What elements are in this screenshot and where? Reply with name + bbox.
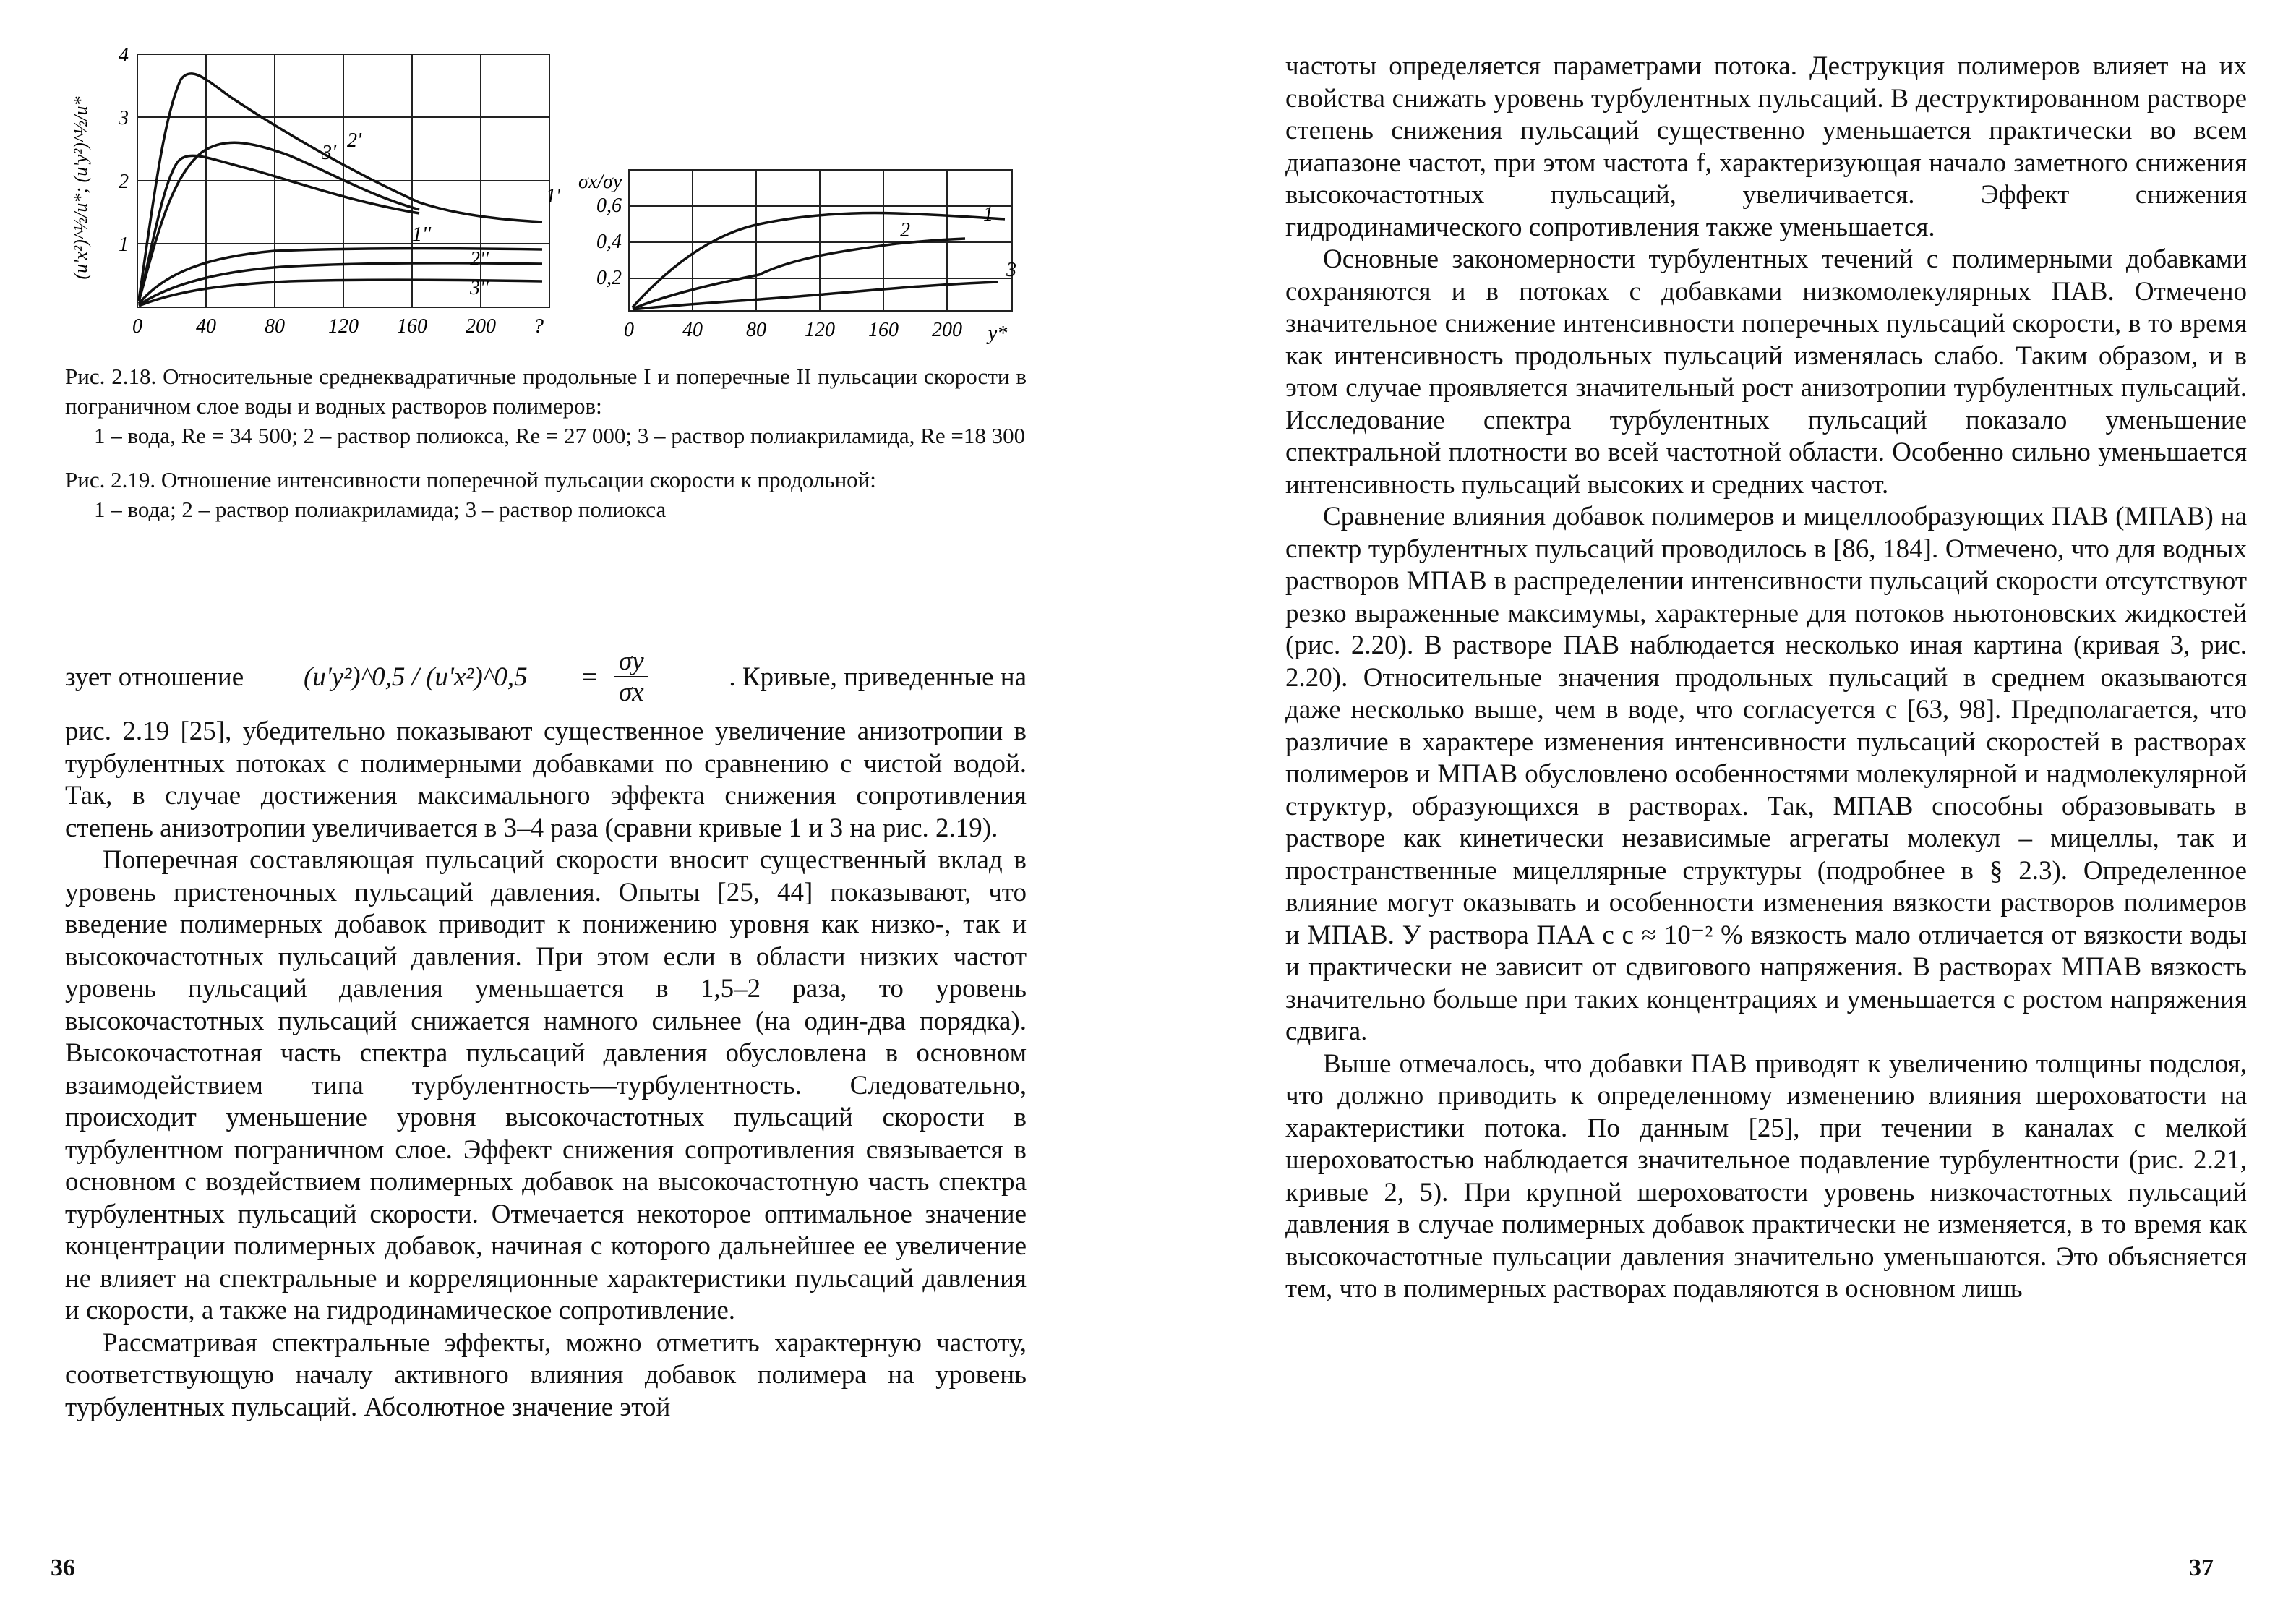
caption-2-19: Рис. 2.19. Отношение интенсивности поперечной пульсации скорости к продольной: xyxy=(65,467,876,492)
x-tick: 80 xyxy=(265,315,285,338)
page-number: 37 xyxy=(2189,1554,2214,1581)
page-number: 36 xyxy=(51,1554,75,1581)
right-body-text xyxy=(1285,51,2247,1306)
x-axis-label: y* xyxy=(988,322,1008,345)
caption-2-18: Рис. 2.18. Относительные среднеквадратичные продольные I и поперечные II пульсации скорости в пограничном слое воды и водных растворов полимеров: xyxy=(65,364,1027,419)
formula-fraction xyxy=(614,647,648,708)
y-axis-label: σx/σy xyxy=(578,171,622,193)
formula-lead: зует отношение xyxy=(65,662,244,692)
curve-label: 1 xyxy=(983,203,993,226)
curve-label: 3' xyxy=(322,142,336,164)
x-tick: 200 xyxy=(932,319,962,341)
curve-2 xyxy=(633,239,965,309)
x-tick: ? xyxy=(534,315,544,338)
curve-1 xyxy=(633,213,1005,307)
curve-label: 2 xyxy=(900,219,910,241)
left-body-text xyxy=(65,716,1027,1424)
y-tick: 1 xyxy=(119,234,129,256)
x-tick: 120 xyxy=(805,319,835,341)
x-tick: 0 xyxy=(132,315,142,338)
figure-2-19 xyxy=(564,155,1027,351)
caption-2-18-legend: 1 – вода, Re = 34 500; 2 – раствор полиокса, Re = 27 000; 3 – раствор полиакриламида, Re =18 300 xyxy=(94,423,1026,448)
x-tick: 120 xyxy=(328,315,359,338)
figure-2-18 xyxy=(43,40,564,351)
x-tick: 0 xyxy=(624,319,634,341)
x-tick: 80 xyxy=(746,319,766,341)
y-tick: 3 xyxy=(119,107,129,129)
y-tick: 0,4 xyxy=(596,231,622,253)
formula-eq: = xyxy=(582,662,597,692)
formula-num: σy xyxy=(614,647,648,677)
paragraph: Сравнение влияния добавок полимеров и мицеллообразующих ПАВ (МПАВ) на спектр турбулентных пульсаций проводилось в [86, 184]. Отмечено, что для водных растворов МПАВ в распределении интенсивности пульсаций скорости отсутствуют резко выраженные максимумы, характерные для потоков ньютоновских жидкостей (рис. 2.20). В растворе ПАВ наблюдается несколько иная картина (кривая 3, рис. 2.20). Относительные значения продольных пульсаций в среднем оказываются даже несколько выше, чем в воде, что согласуется с [63, 98]. Предполагается, что различие в характере изменения интенсивности пульсаций скоростей в растворах полимеров и МПАВ обусловлено особенностями молекулярной и надмолекулярной структур, образующихся в растворах. Так, МПАВ способны образовывать в растворе как кинетически независимые агрегаты молекул – мицеллы, так и пространственные мицеллярные структуры (подробнее в § 2.3). Определенное влияние могут оказывать и особенности изменения вязкости растворов полимеров и МПАВ. У раствора ПАА с c ≈ 10⁻² % вязкость мало отличается от вязкости воды и практически не зависит от сдвигового напряжения. В растворах МПАВ вязкость значительно больше при таких концентрациях и уменьшается с ростом напряжения сдвига. xyxy=(1285,502,2247,1046)
curve-label: 3'' xyxy=(470,277,489,299)
y-tick: 0,2 xyxy=(596,267,622,289)
y-tick: 0,6 xyxy=(596,194,622,217)
curve-label: 1'' xyxy=(412,223,431,246)
paragraph: Поперечная составляющая пульсаций скорости вносит существенный вклад в уровень пристеночных пульсаций давления. Опыты [25, 44] показывают, что введение полимерных добавок приводит к понижению уровня как низко-, так и высокочастотных пульсаций давления. При этом если в области низких частот уровень пульсаций давления уменьшается в 1,5–2 раза, то уровень высокочастотных пульсаций снижается намного сильнее (на один-два порядка). Высокочастотная часть спектра пульсаций давления обусловлена в основном взаимодействием типа турбулентность—турбулентность. Следовательно, происходит уменьшение уровня высокочастотных пульсаций скорости в турбулентном пограничном слое. Эффект снижения сопротивления связывается в основном с воздействием полимерных добавок на высокочастотную часть спектра турбулентных пульсаций скорости. Отмечается некоторое оптимальное значение концентрации полимерных добавок, начиная с которого дальнейшее ее увеличение не влияет на спектральные и корреляционные характеристики пульсаций давления и скорости, а также на гидродинамическое сопротивление. xyxy=(65,845,1027,1325)
paragraph: Выше отмечалось, что добавки ПАВ приводят к увеличению толщины подслоя, что должно приводить к определенному изменению влияния шероховатости на характеристики потока. По данным [25], при течении в каналах с мелкой шероховатостью наблюдается значительное подавление турбулентности (рис. 2.21, кривые 2, 5). При крупной шероховатости уровень низкочастотных пульсаций давления в случае полимерных добавок практически не изменяется, в то время как высокочастотные пульсации давления значительно уменьшаются. Это объясняется тем, что в полимерных растворах подавляются в основном лишь xyxy=(1285,1048,2247,1304)
formula-den: σx xyxy=(619,677,644,707)
paragraph: Основные закономерности турбулентных течений с полимерными добавками сохраняются и в потоках с добавками низкомолекулярных ПАВ. Отмечено значительное снижение интенсивности поперечных пульсаций скорости, в то время как интенсивность продольных пульсаций изменялась слабо. Таким образом, и в этом случае проявляется значительный рост анизотропии турбулентных пульсаций. Исследование спектра турбулентных пульсаций показало уменьшение спектральной плотности во всей частотной области. Особенно сильно уменьшается интенсивность пульсаций высоких и средних частот. xyxy=(1285,244,2247,500)
paragraph: рис. 2.19 [25], убедительно показывают существенное увеличение анизотропии в турбулентных потоках с полимерными добавками по сравнению с чистой водой. Так, в случае достижения максимального эффекта снижения сопротивления степень анизотропии увеличивается в 3–4 раза (сравни кривые 1 и 3 на рис. 2.19). xyxy=(65,717,1027,843)
paragraph: Рассматривая спектральные эффекты, можно отметить характерную частоту, соответствующую началу активного влияния добавок полимера на уровень турбулентных пульсаций. Абсолютное значение этой xyxy=(65,1327,1027,1422)
curve-label: 2' xyxy=(347,129,361,152)
y-tick: 2 xyxy=(119,171,129,193)
x-tick: 40 xyxy=(682,319,703,341)
caption-2-19-legend: 1 – вода; 2 – раствор полиакриламида; 3 – раствор полиокса xyxy=(94,497,667,522)
figure-captions xyxy=(65,362,1027,524)
x-tick: 160 xyxy=(868,319,899,341)
formula-left: (u'y²)^0,5 / (u'x²)^0,5 xyxy=(304,662,528,692)
formula-tail: . Кривые, приведенные на xyxy=(729,662,1027,692)
x-tick: 200 xyxy=(466,315,496,338)
curve-3 xyxy=(633,282,998,309)
y-tick: 4 xyxy=(119,44,129,67)
curve-label: 1' xyxy=(546,185,560,208)
right-page xyxy=(1148,0,2296,1621)
curve-label: 2'' xyxy=(470,248,489,270)
curve-2-prime xyxy=(139,142,419,301)
y-axis-label: (u'x²)^½/u*; (u'y²)^½/u* xyxy=(70,96,91,280)
formula-line xyxy=(65,647,1027,705)
curve-label: 3 xyxy=(1006,259,1016,281)
x-tick: 160 xyxy=(397,315,427,338)
x-tick: 40 xyxy=(196,315,216,338)
paragraph: частоты определяется параметрами потока. Деструкция полимеров влияет на их свойства снижать уровень турбулентных пульсаций. В деструктированном растворе степень снижения пульсаций существенно уменьшается практически во всем диапазоне частот, при этом частота f, характеризующая начало заметного снижения высокочастотных пульсаций, увеличивается. Эффект снижения гидродинамического сопротивления также уменьшается. xyxy=(1285,51,2247,242)
